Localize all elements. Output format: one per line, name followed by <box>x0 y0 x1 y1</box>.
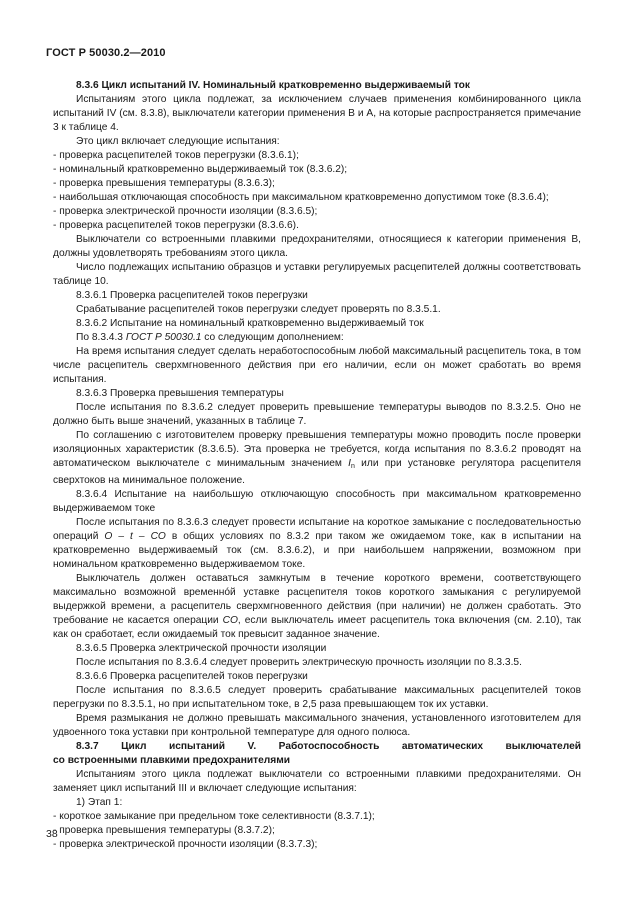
page-number: 38 <box>46 828 58 840</box>
paragraph: Испытаниям этого цикла подлежат, за исключением случаев применения комбинированного цикла испытаний IV (см. 8.3.8), выключатели категории применения В и А, на которые распространяется примечание 3 к таблице 4. <box>53 94 581 133</box>
list-item: - номинальный кратковременно выдерживаемый ток (8.3.6.2); <box>53 164 348 175</box>
section-8-3-7-title-cont: со встроенными плавкими предохранителями <box>53 755 290 766</box>
stage-label: 1) Этап 1: <box>76 797 123 808</box>
paragraph: Выключатели со встроенными плавкими предохранителями, относящиеся к категории применения В, должны удовлетворять требованиям этого цикла. <box>53 234 581 259</box>
list-item: - короткое замыкание при предельном токе селективности (8.3.7.1); <box>53 811 375 822</box>
document-header: ГОСТ Р 50030.2—2010 <box>46 47 166 59</box>
operation-co: CO <box>222 615 238 626</box>
subsection-8-3-6-3-title: 8.3.6.3 Проверка превышения температуры <box>76 388 284 399</box>
subsection-8-3-6-6-title: 8.3.6.6 Проверка расцепителей токов перегрузки <box>76 671 308 682</box>
paragraph: По соглашению с изготовителем проверку превышения температуры можно проводить после проверки изоляционных характеристик (8.3.6.5). Эта проверка не требуется, когда испытания по 8.3.6.2 проводят на автоматическом выключателе с минимальным значением $I_n$ или при установке регулятора расцепителя сверхтоков на минимальное положение. <box>53 430 582 486</box>
list-item: - проверка электрической прочности изоляции (8.3.6.5); <box>53 206 318 217</box>
list-item: - проверка превышения температуры (8.3.6.3); <box>53 178 275 189</box>
operation-sequence: O – t – CO <box>104 531 166 542</box>
paragraph: Это цикл включает следующие испытания: <box>76 136 280 147</box>
paragraph: Число подлежащих испытанию образцов и уставки регулируемых расцепителей должны соответствовать таблице 10. <box>53 262 581 287</box>
list-item: - проверка электрической прочности изоляции (8.3.7.3); <box>53 839 318 850</box>
subsection-8-3-6-5-title: 8.3.6.5 Проверка электрической прочности изоляции <box>76 643 327 654</box>
paragraph: Испытаниям этого цикла подлежат выключатели со встроенными плавкими предохранителями. Он заменяет цикл испытаний III и включает следующие испытания: <box>53 769 581 794</box>
current-symbol: I <box>348 458 351 469</box>
paragraph: После испытания по 8.3.6.2 следует проверить превышение температуры выводов по 8.3.2.5. Оно не должно быть выше значений, указанных в таблице 7. <box>53 402 581 427</box>
section-8-3-6-title: 8.3.6 Цикл испытаний IV. Номинальный кратковременно выдерживаемый ток <box>76 80 471 91</box>
paragraph: После испытания по 8.3.6.4 следует проверить электрическую прочность изоляции по 8.3.3.5. <box>76 657 522 668</box>
section-8-3-7-title: 8.3.7 Цикл испытаний V. Работоспособность автоматических выключателей <box>76 741 581 752</box>
list-item: - проверка превышения температуры (8.3.7.2); <box>53 825 275 836</box>
subsection-8-3-6-2-title: 8.3.6.2 Испытание на номинальный кратковременно выдерживаемый ток <box>76 318 424 329</box>
paragraph: После испытания по 8.3.6.5 следует проверить срабатывание максимальных расцепителей токов перегрузки по 8.3.5.1, но при испытательном токе, в 2,5 раза превышающем ток их уставки. <box>53 685 581 710</box>
paragraph: На время испытания следует сделать неработоспособным любой максимальный расцепитель тока, в том числе расцепитель сверхмгновенного действия при его наличии, если он может сработать во время испытания. <box>53 346 581 385</box>
paragraph: Время размыкания не должно превышать максимального значения, установленного изготовителем для удвоенного тока уставки при контрольной температуре для одного полюса. <box>53 713 581 738</box>
paragraph: Срабатывание расцепителей токов перегрузки следует проверять по 8.3.5.1. <box>76 304 441 315</box>
paragraph: После испытания по 8.3.6.3 следует провести испытание на короткое замыкание с последовательностью операций O – t – CO в общих условиях по 8.3.2 при таком же ожидаемом токе, как в испытании на кратковременно выдерживаемый ток (см. 8.3.6.2), и при наибольшем напряжении, возможном при номинальном кратковременно выдерживаемом токе. <box>53 517 581 570</box>
document-body <box>53 79 581 852</box>
paragraph: По 8.3.4.3 ГОСТ Р 50030.1 со следующим дополнением: <box>76 332 344 343</box>
standard-reference: ГОСТ Р 50030.1 <box>125 332 202 343</box>
paragraph: Выключатель должен оставаться замкнутым в течение короткого времени, соответствующего максимально возможной временнóй уставке расцепителя токов короткого замыкания с регулируемой выдержкой времени, а расцепитель сверхмгновенного действия (при наличии) не должен сработать. Это требование не касается операции CO, если выключатель имеет расцепитель тока включения (см. 2.10), так как он сработает, если ожидаемый ток превысит заданное значение. <box>53 573 581 640</box>
subsection-8-3-6-4-title: 8.3.6.4 Испытание на наибольшую отключающую способность при максимальном кратковременно выдерживаемом токе <box>53 489 581 514</box>
list-item: - наибольшая отключающая способность при максимальном кратковременно допустимом токе (8.3.6.4); <box>53 192 549 203</box>
list-item: - проверка расцепителей токов перегрузки (8.3.6.1); <box>53 150 299 161</box>
subsection-8-3-6-1-title: 8.3.6.1 Проверка расцепителей токов перегрузки <box>76 290 308 301</box>
list-item: - проверка расцепителей токов перегрузки (8.3.6.6). <box>53 220 299 231</box>
